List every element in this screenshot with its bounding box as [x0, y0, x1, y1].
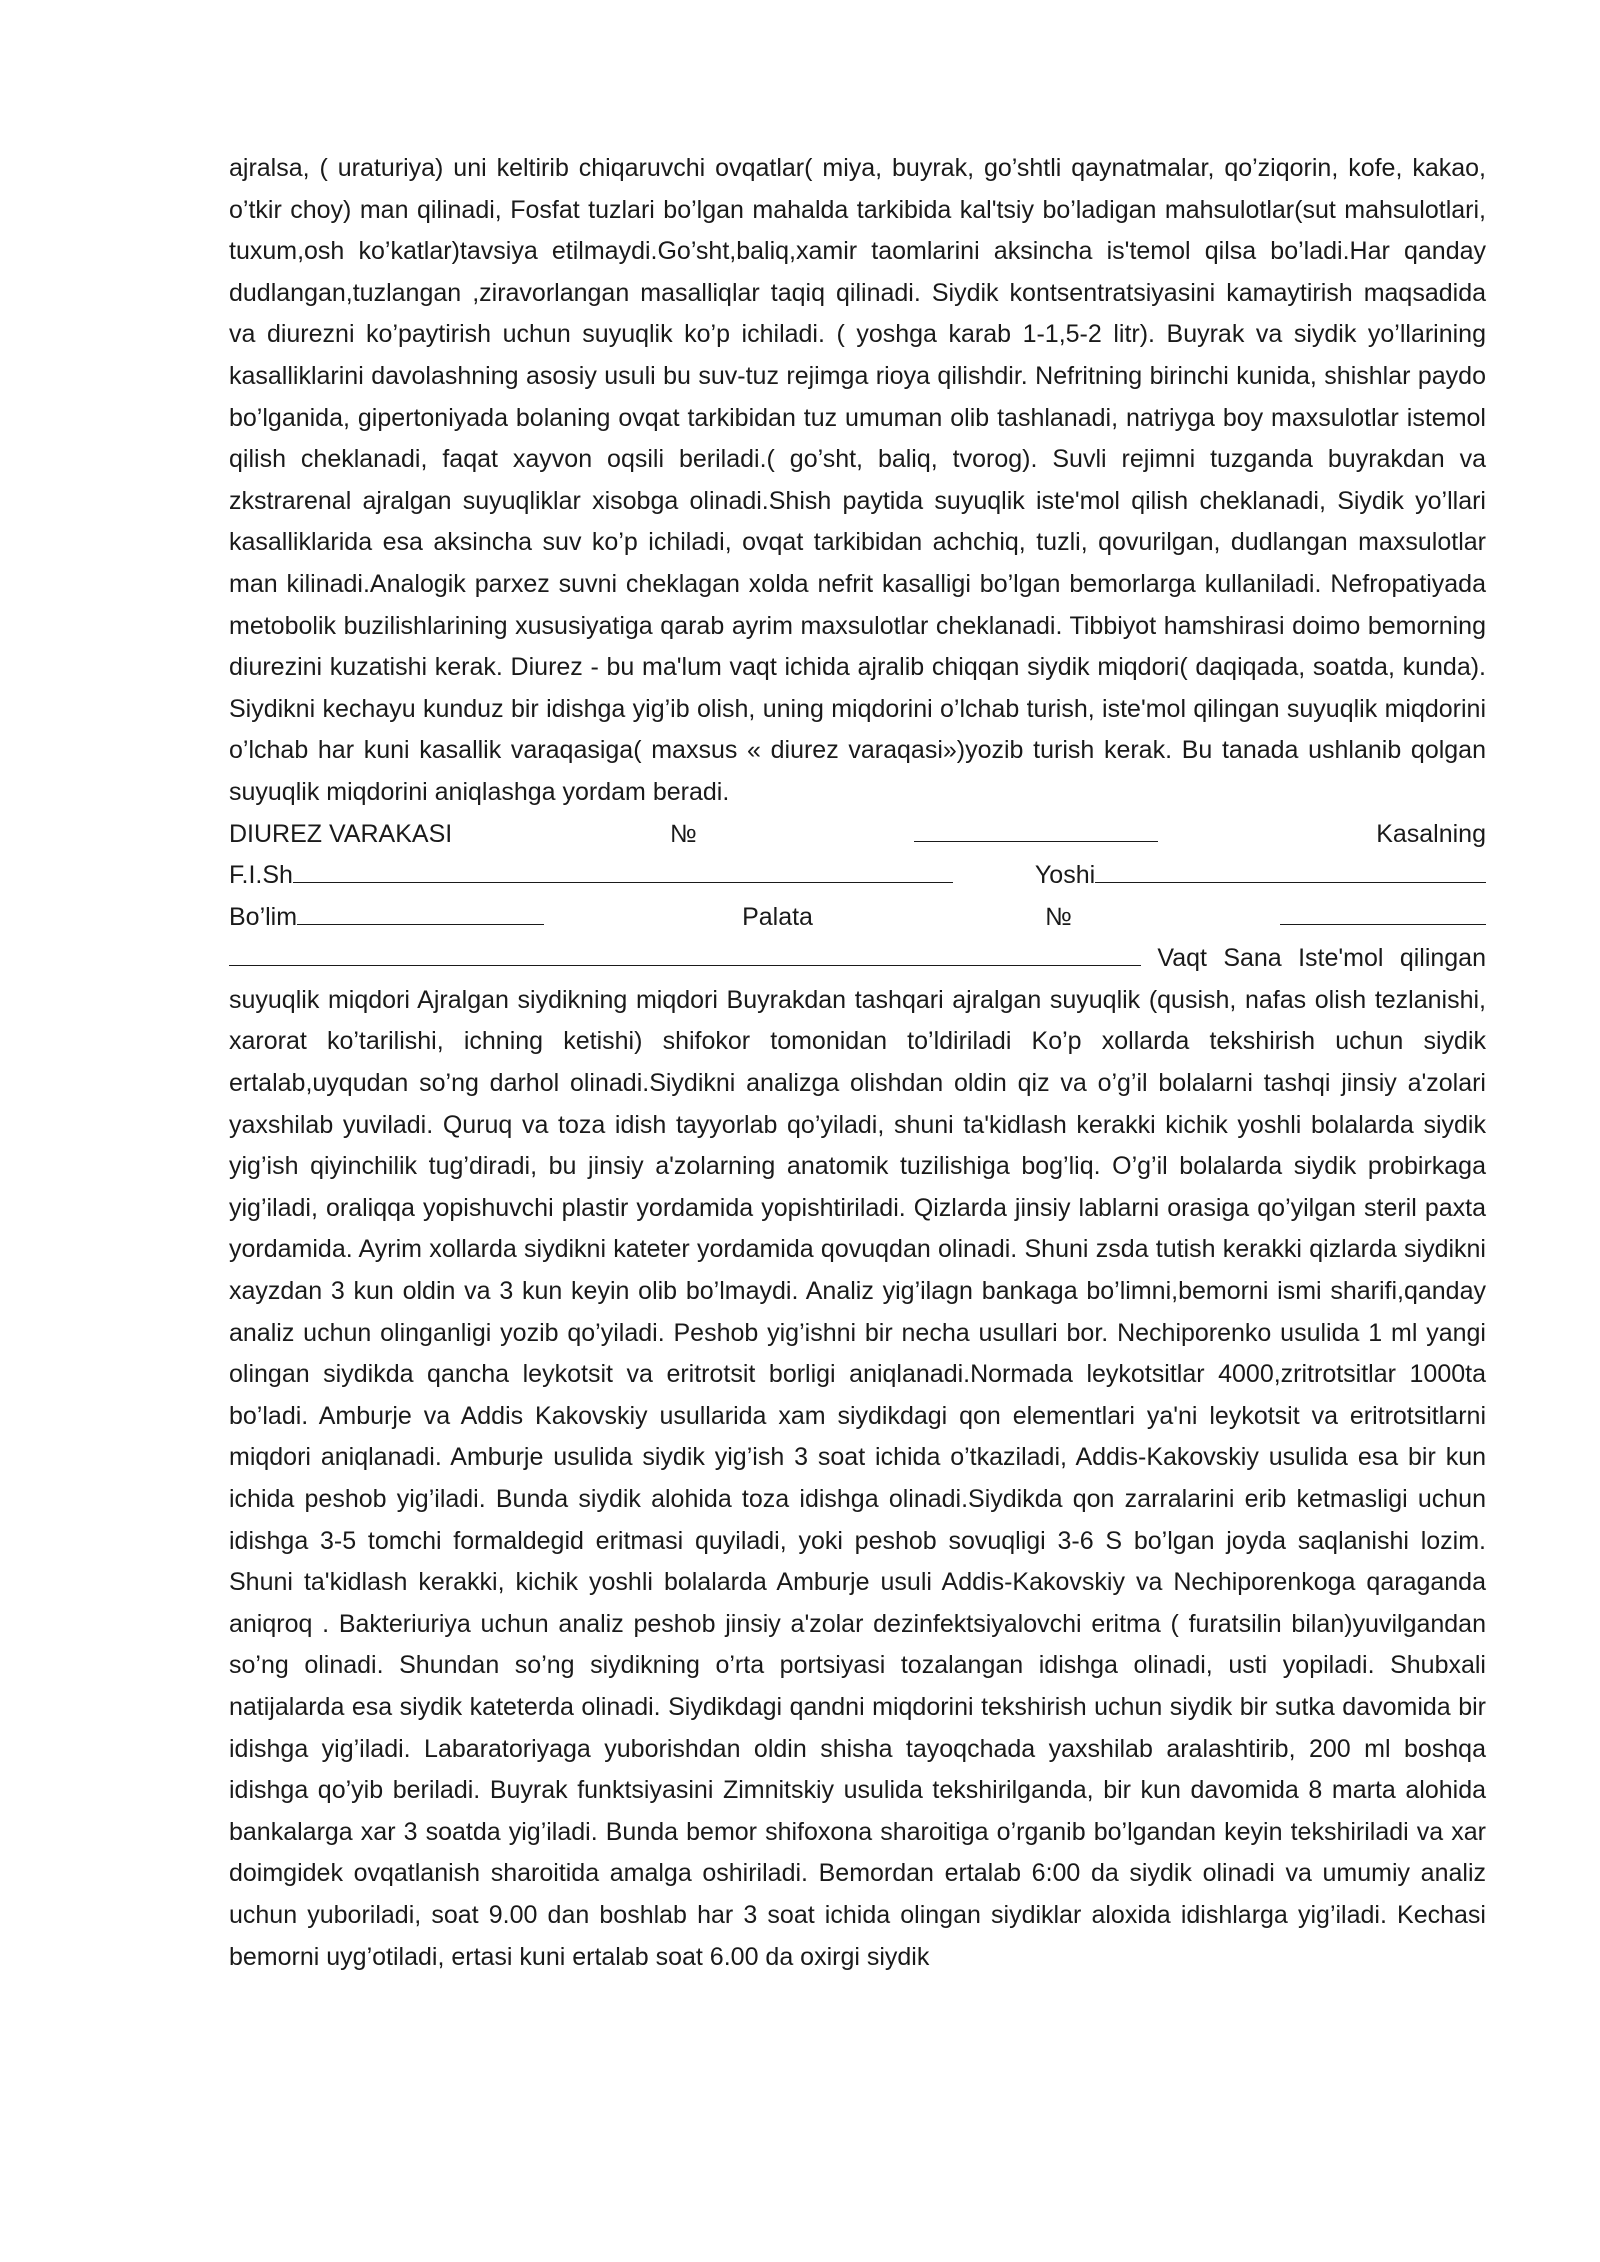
- department-field-blank: [297, 898, 544, 925]
- body-paragraph-2: [229, 938, 1486, 1978]
- body-paragraph-2-text: Vaqt Sana Iste'mol qilingan suyuqlik miqdori Ajralgan siydikning miqdori Buyrakdan tashqari ajralgan suyuqlik (qusish, nafas olish tezlanishi, xarorat ko’tarilishi, ichning ketishi) shifokor tomonidan to’ldiriladi Ko’p xollarda tekshirish uchun siydik ertalab,uyqudan so’ng darhol olinadi.Siydikni analizga olishdan oldin qiz va o’g’il bolalarni tashqi jinsiy a'zolari yaxshilab yuviladi. Quruq va toza idish tayyorlab qo’yiladi, shuni ta'kidlash kerakki kichik yoshli bolalarda siydik yig’ish qiyinchilik tug’diradi, bu jinsiy a'zolarning anatomik tuzilishiga bog’liq. O’g’il bolalarda siydik probirkaga yig’iladi, oraliqqa yopishuvchi plastir yordamida yopishtiriladi. Qizlarda jinsiy lablarni orasiga qo’yilgan steril paxta yordamida. Ayrim xollarda siydikni kateter yordamida qovuqdan olinadi. Shuni zsda tutish kerakki qizlarda siydikni xayzdan 3 kun oldin va 3 kun keyin olib bo’lmaydi. Analiz yig’ilagn bankaga bo’limni,bemorni ismi sharifi,qanday analiz uchun olinganligi yozib qo’yiladi. Peshob yig’ishni bir necha usullari bor. Nechiporenko usulida 1 ml yangi olingan siydikda qancha leykotsit va eritrotsit borligi aniqlanadi.Normada leykotsitlar 4000,zritrotsitlar 1000ta bo’ladi. Amburje va Addis Kakovskiy usullarida xam siydikdagi qon elementlari ya'ni leykotsit va eritrotsitlarni miqdori aniqlanadi. Amburje usulida siydik yig’ish 3 soat ichida o’tkaziladi, Addis-Kakovskiy usulida esa bir kun ichida peshob yig’iladi. Bunda siydik alohida toza idishga olinadi.Siydikda qon zarralarini erib ketmasligi uchun idishga 3-5 tomchi formaldegid eritmasi quyiladi, yoki peshob sovuqligi 3-6 S bo’lgan joyda saqlanishi lozim. Shuni ta'kidlash kerakki, kichik yoshli bolalarda Amburje usuli Addis-Kakovskiy va Nechiporenkoga qaraganda aniqroq . Bakteriuriya uchun analiz peshob jinsiy a'zolar dezinfektsiyalovchi eritma ( furatsilin bilan)yuvilgandan so’ng olinadi. Shundan so’ng siydikning o’rta portsiyasi tozalangan idishga olinadi, usti yopiladi. Shubxali natijalarda esa siydik kateterda olinadi. Siydikdagi qandni miqdorini tekshirish uchun siydik bir sutka davomida bir idishga yig’iladi. Labaratoriyaga yuborishdan oldin shisha tayoqchada yaxshilab aralashtirib, 200 ml boshqa idishga qo’yib beriladi. Buyrak funktsiyasini Zimnitskiy usulida tekshirilganda, bir kun davomida 8 marta alohida bankalarga xar 3 soatda yig’iladi. Bunda bemor shifoxona sharoitiga o’rganib bo’lgandan keyin tekshiriladi va xar doimgidek ovqatlanish sharoitida amalga oshiriladi. Bemordan ertalab 6:00 da siydik olinadi va umumiy analiz uchun yuboriladi, soat 9.00 dan boshlab har 3 soat ichida olingan siydiklar aloxida idishlarga yig’iladi. Kechasi bemorni uyg’otiladi, ertasi kuni ertalab soat 6.00 da oxirgi siydik: [229, 944, 1486, 1971]
- form-name-row: [229, 855, 1486, 897]
- form-number-sign: №: [669, 819, 697, 848]
- table-placeholder-blank: [229, 939, 1141, 966]
- form-title-row: [229, 814, 1486, 856]
- age-label: Yoshi: [1034, 861, 1096, 890]
- department-label: Bo’lim: [229, 902, 298, 931]
- age-field-blank: [1095, 856, 1486, 883]
- ward-number-sign: №: [1044, 902, 1072, 931]
- form-number-blank: [914, 815, 1158, 842]
- name-field-blank: [293, 856, 953, 883]
- ward-label: Palata: [742, 902, 813, 931]
- document-page: [229, 148, 1486, 1978]
- diurez-form: [229, 814, 1486, 939]
- patient-label: Kasalning: [1376, 819, 1486, 848]
- name-label: F.I.Sh: [229, 861, 293, 890]
- form-title: DIUREZ VARAKASI: [229, 819, 453, 848]
- form-department-row: [229, 897, 1486, 939]
- ward-field-blank: [1280, 898, 1486, 925]
- body-paragraph: ajralsa, ( uraturiya) uni keltirib chiqaruvchi ovqatlar( miya, buyrak, go’shtli qaynatmalar, qo’ziqorin, kofe, kakao, o’tkir choy) man qilinadi, Fosfat tuzlari bo’lgan mahalda tarkibida kal'tsiy bo’ladigan mahsulotlar(sut mahsulotlari, tuxum,osh ko’katlar)tavsiya etilmaydi.Go’sht,baliq,xamir taomlarini aksincha is'temol qilsa bo’ladi.Har qanday dudlangan,tuzlangan ,ziravorlangan masalliqlar taqiq qilinadi. Siydik kontsentratsiyasini kamaytirish maqsadida va diurezni ko’paytirish uchun suyuqlik ko’p ichiladi. ( yoshga karab 1-1,5-2 litr). Buyrak va siydik yo’llarining kasalliklarini davolashning asosiy usuli bu suv-tuz rejimga rioya qilishdir. Nefritning birinchi kunida, shishlar paydo bo’lganida, gipertoniyada bolaning ovqat tarkibidan tuz umuman olib tashlanadi, natriyga boy maxsulotlar istemol qilish cheklanadi, faqat xayvon oqsili beriladi.( go’sht, baliq, tvorog). Suvli rejimni tuzganda buyrakdan va zkstrarenal ajralgan suyuqliklar xisobga olinadi.Shish paytida suyuqlik iste'mol qilish cheklanadi, Siydik yo’llari kasalliklarida esa aksincha suv ko’p ichiladi, ovqat tarkibidan achchiq, tuzli, qovurilgan, dudlangan maxsulotlar man kilinadi.Analogik parxez suvni cheklagan xolda nefrit kasalligi bo’lgan bemorlarga kullaniladi. Nefropatiyada metobolik buzilishlarining xususiyatiga qarab ayrim maxsulotlar cheklanadi. Tibbiyot hamshirasi doimo bemorning diurezini kuzatishi kerak. Diurez - bu ma'lum vaqt ichida ajralib chiqqan siydik miqdori( daqiqada, soatda, kunda). Siydikni kechayu kunduz bir idishga yig’ib olish, uning miqdorini o’lchab turish, iste'mol qilingan suyuqlik miqdorini o’lchab har kuni kasallik varaqasiga( maxsus « diurez varaqasi»)yozib turish kerak. Bu tanada ushlanib qolgan suyuqlik miqdorini aniqlashga yordam beradi.: [229, 154, 1486, 806]
